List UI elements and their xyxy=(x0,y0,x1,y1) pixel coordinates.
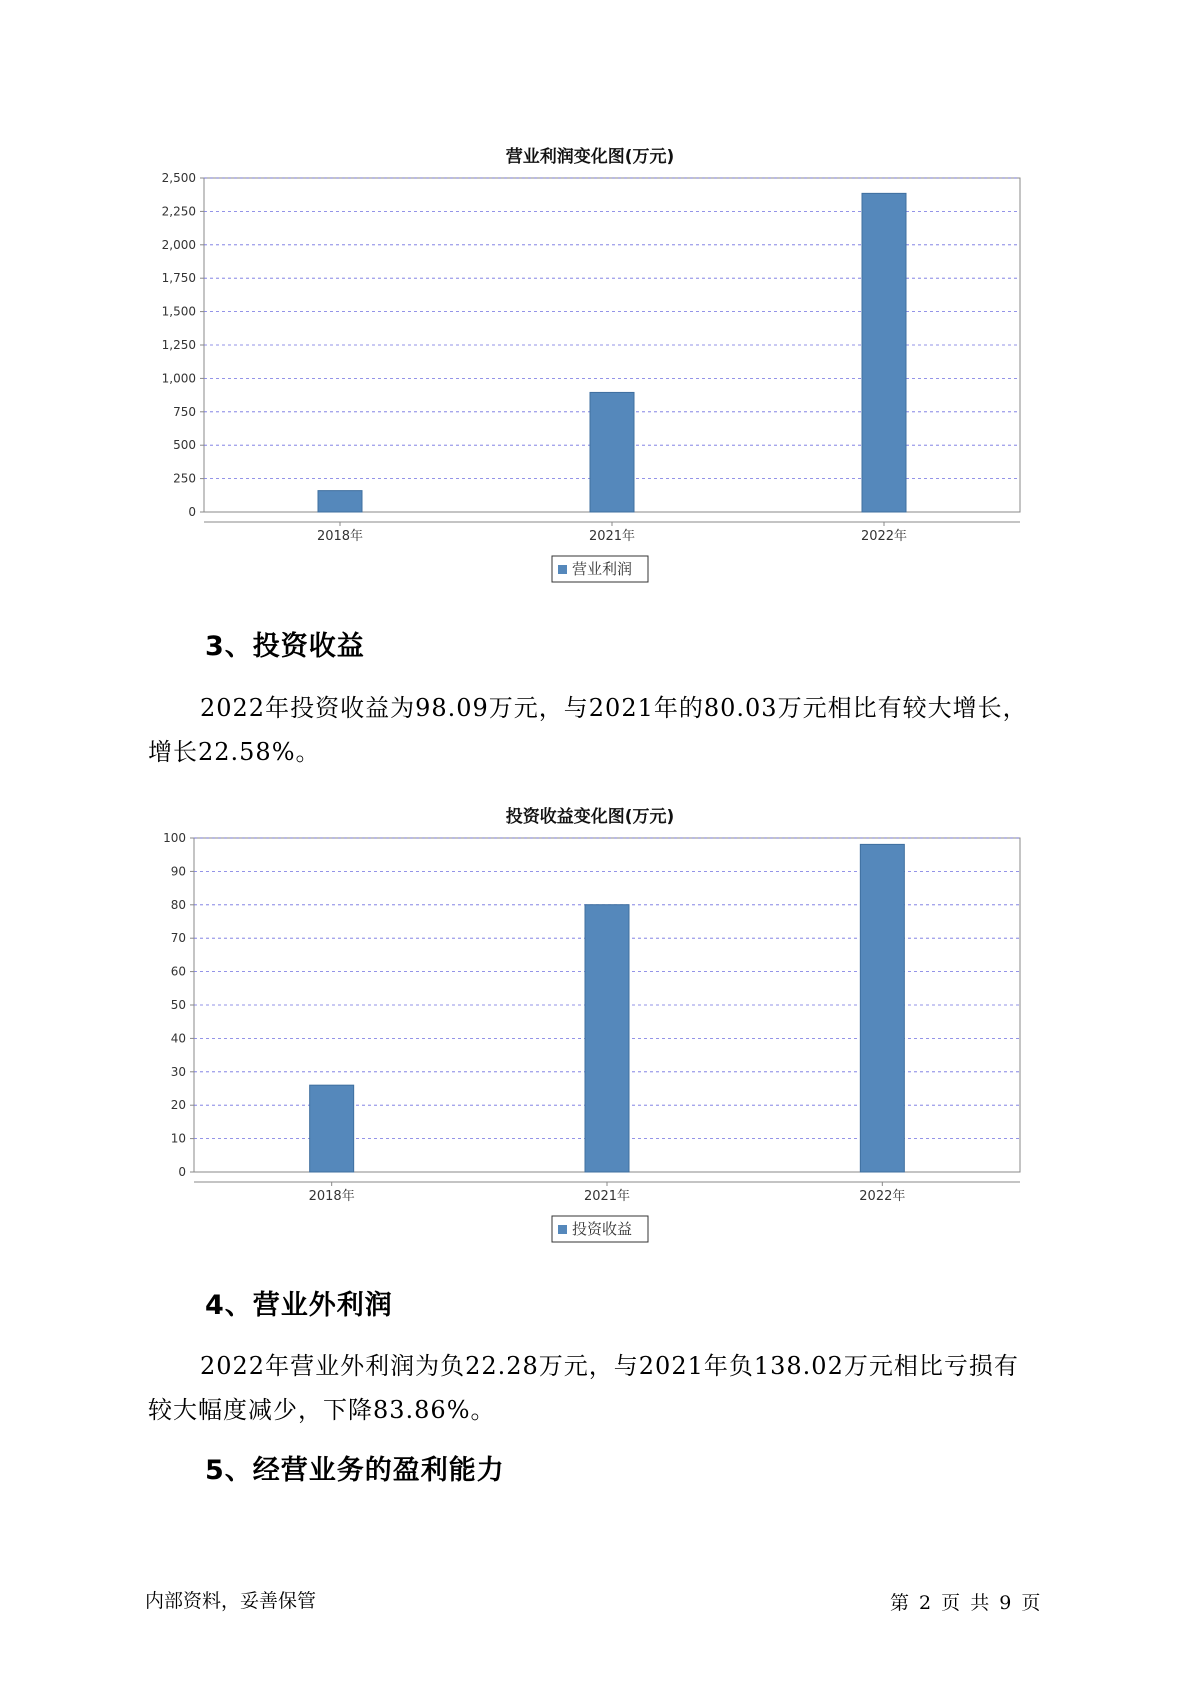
y-tick-label: 90 xyxy=(170,864,186,879)
legend-swatch xyxy=(558,1225,567,1234)
legend-swatch xyxy=(558,565,567,574)
bar xyxy=(590,392,634,512)
y-tick-label: 40 xyxy=(170,1031,186,1046)
section-heading-investment-income: 3、投资收益 xyxy=(205,631,365,662)
bar xyxy=(310,1085,354,1172)
y-tick-label: 1,000 xyxy=(161,371,196,386)
y-tick-label: 80 xyxy=(170,897,186,912)
chart-title: 投资收益变化图(万元) xyxy=(505,807,675,827)
y-tick-label: 1,500 xyxy=(161,304,196,319)
x-tick-label: 2022年 xyxy=(860,529,908,544)
x-tick-label: 2018年 xyxy=(308,1189,355,1204)
y-tick-label: 0 xyxy=(178,1165,186,1179)
section-heading-non-operating-profit: 4、营业外利润 xyxy=(205,1290,393,1321)
y-tick-label: 500 xyxy=(173,438,196,453)
y-tick-label: 1,250 xyxy=(161,338,196,352)
y-tick-label: 50 xyxy=(170,998,186,1012)
x-tick-label: 2022年 xyxy=(859,1189,906,1204)
x-tick-label: 2021年 xyxy=(583,1189,631,1204)
section-heading-profitability: 5、经营业务的盈利能力 xyxy=(205,1455,505,1486)
y-tick-label: 2,500 xyxy=(161,171,196,185)
y-tick-label: 1,750 xyxy=(161,271,196,286)
bar xyxy=(860,844,904,1172)
paragraph-investment-income xyxy=(148,686,1058,774)
x-tick-label: 2021年 xyxy=(588,529,636,544)
paragraph-line: 增长22.58%。 xyxy=(148,738,321,766)
chart-investment-income xyxy=(150,790,1030,1260)
y-tick-label: 20 xyxy=(170,1098,186,1113)
bar xyxy=(862,193,906,512)
footer-confidential-note: 内部资料，妥善保管 xyxy=(145,1590,317,1612)
footer-page-number: 第 2 页 共 9 页 xyxy=(890,1592,1041,1614)
y-tick-label: 10 xyxy=(170,1131,186,1146)
bar-chart xyxy=(150,170,1030,610)
bar xyxy=(585,905,629,1172)
y-tick-label: 2,000 xyxy=(161,237,196,252)
y-tick-label: 0 xyxy=(188,505,196,519)
bar xyxy=(318,491,362,512)
paragraph-non-operating-profit xyxy=(148,1344,1058,1432)
y-tick-label: 30 xyxy=(170,1064,186,1079)
legend-label: 投资收益 xyxy=(572,1220,633,1238)
legend-label: 营业利润 xyxy=(572,560,633,578)
chart-operating-profit xyxy=(150,130,1030,600)
y-tick-label: 70 xyxy=(170,931,186,946)
paragraph-line: 较大幅度减少，下降83.86%。 xyxy=(148,1396,496,1424)
bar-chart xyxy=(150,830,1030,1270)
x-tick-label: 2018年 xyxy=(316,529,364,544)
y-tick-label: 750 xyxy=(173,404,196,419)
y-tick-label: 2,250 xyxy=(161,204,196,219)
y-tick-label: 100 xyxy=(163,831,186,845)
y-tick-label: 250 xyxy=(173,471,196,486)
y-tick-label: 60 xyxy=(170,964,186,979)
paragraph-line: 2022年投资收益为98.09万元，与2021年的80.03万元相比有较大增长， xyxy=(200,694,1028,722)
chart-title: 营业利润变化图(万元) xyxy=(505,147,675,167)
paragraph-line: 2022年营业外利润为负22.28万元，与2021年负138.02万元相比亏损有 xyxy=(200,1352,1019,1380)
